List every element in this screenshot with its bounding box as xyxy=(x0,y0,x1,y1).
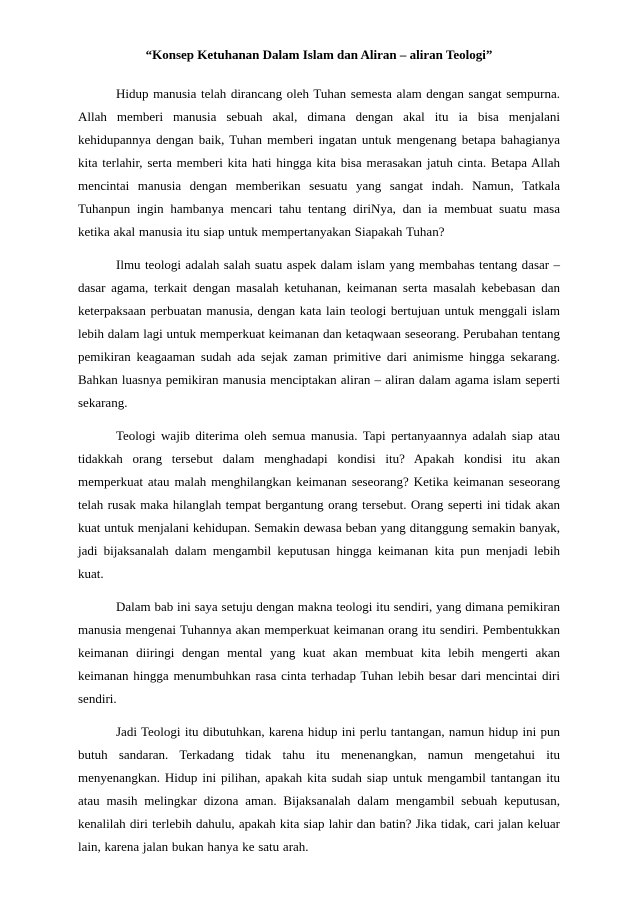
paragraph-4: Dalam bab ini saya setuju dengan makna teologi itu sendiri, yang dimana pemikiran manusia mengenai Tuhannya akan memperkuat keimanan orang itu sendiri. Pembentukkan keimanan diiringi dengan mental yang kuat akan membuat kita lebih mengerti akan keimanan hingga menumbuhkan rasa cinta terhadap Tuhan lebih besar dari mencintai diri sendiri. xyxy=(78,599,560,706)
document-body xyxy=(78,82,560,868)
paragraph-2: Ilmu teologi adalah salah suatu aspek dalam islam yang membahas tentang dasar – dasar agama, terkait dengan masalah ketuhanan, keimanan serta masalah kebebasan dan keterpaksaan perbuatan manusia, dengan kata lain teologi bertujuan untuk menggali islam lebih dalam lagi untuk memperkuat keimanan dan ketaqwaan seseorang. Perubahan tentang pemikiran keagaaman sudah ada sejak zaman primitive dari animisme hingga sekarang. Bahkan luasnya pemikiran manusia menciptakan aliran – aliran dalam agama islam seperti sekarang. xyxy=(78,257,560,410)
paragraph-3: Teologi wajib diterima oleh semua manusia. Tapi pertanyaannya adalah siap atau tidakkah orang tersebut dalam menghadapi kondisi itu? Apakah kondisi itu akan memperkuat atau malah menghilangkan keimanan seseorang? Ketika keimanan seseorang telah rusak maka hilanglah tempat bergantung orang tersebut. Orang seperti ini tidak akan kuat untuk menjalani kehidupan. Semakin dewasa beban yang ditanggung semakin banyak, jadi bijaksanalah dalam mengambil keputusan hingga keimanan kita pun menjadi lebih kuat. xyxy=(78,428,560,581)
document-title: “Konsep Ketuhanan Dalam Islam dan Aliran – aliran Teologi” xyxy=(145,47,493,62)
paragraph-5: Jadi Teologi itu dibutuhkan, karena hidup ini perlu tantangan, namun hidup ini pun butuh sandaran. Terkadang tidak tahu itu menenangkan, namun mengetahui itu menyenangkan. Hidup ini pilihan, apakah kita sudah siap untuk mengambil tantangan itu atau masih melingkar dizona aman. Bijaksanalah dalam mengambil sebuah keputusan, kenalilah diri terlebih dahulu, apakah kita siap lahir dan batin? Jika tidak, cari jalan keluar lain, karena jalan bukan hanya ke satu arah. xyxy=(78,724,560,854)
paragraph-1: Hidup manusia telah dirancang oleh Tuhan semesta alam dengan sangat sempurna. Allah memberi manusia sebuah akal, dimana dengan akal itu ia bisa menjalani kehidupannya dengan baik, Tuhan memberi ingatan untuk mengenang betapa bahagianya kita terlahir, serta memberi kita hati hingga kita bisa merasakan jatuh cinta. Betapa Allah mencintai manusia dengan memberikan sesuatu yang sangat indah. Namun, Tatkala Tuhanpun ingin hambanya mencari tahu tentang diriNya, dan ia membuat suatu masa ketika akal manusia itu siap untuk mempertanyakan Siapakah Tuhan? xyxy=(78,86,560,239)
